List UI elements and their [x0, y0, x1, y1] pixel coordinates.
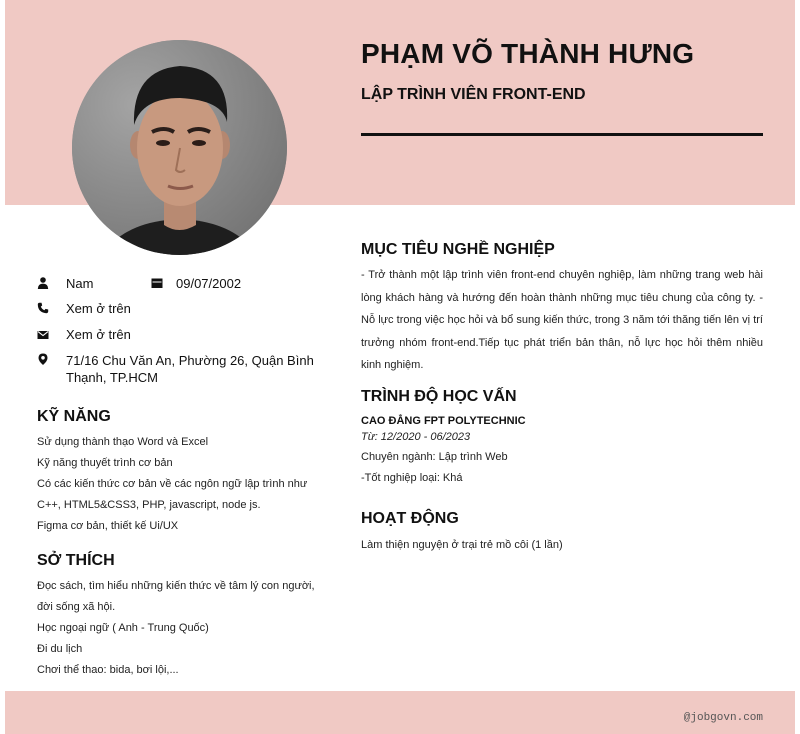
education-major: Chuyên ngành: Lập trình Web	[361, 451, 508, 463]
list-item: C++, HTML5&CSS3, PHP, javascript, node js.	[37, 499, 261, 511]
footer-band	[5, 691, 795, 734]
list-item: Kỹ năng thuyết trình cơ bản	[37, 457, 173, 469]
objective-text: - Trở thành một lập trình viên front-end chuyên nghiệp, làm những trang web hài lòng khách hàng và hướng đến hoàn thành những mục tiêu chung của công ty. - Nỗ lực trong việc học hỏi và bổ sung kiến thức, trong 3 năm tới thăng tiến lên vị trí trưởng nhóm front-end.Tiếp tục phát triển bản thân, nỗ lực học hỏi thêm nhiều kinh nghiệm.	[361, 269, 763, 371]
activities-title: HOẠT ĐỘNG	[361, 510, 459, 527]
gender-value: Nam	[66, 276, 94, 291]
list-item: Đi du lịch	[37, 643, 83, 655]
list-item: Figma cơ bản, thiết kế Ui/UX	[37, 520, 179, 532]
birthdate-value: 09/07/2002	[176, 276, 242, 291]
skills-title: KỸ NĂNG	[37, 408, 111, 425]
activities-section	[361, 538, 763, 552]
list-item: Đọc sách, tìm hiểu những kiến thức về tâm lý con người,	[37, 580, 315, 592]
envelope-icon	[37, 329, 49, 341]
address-line-2: Thạnh, TP.HCM	[66, 370, 159, 385]
objective-section	[361, 264, 763, 377]
phone-value: Xem ở trên	[66, 301, 131, 316]
profile-photo	[72, 40, 287, 255]
person-icon	[37, 277, 49, 289]
footer-credit: @jobgovn.com	[683, 712, 763, 724]
list-item: Học ngoại ngữ ( Anh - Trung Quốc)	[37, 622, 209, 634]
education-section	[361, 415, 763, 489]
map-pin-icon	[37, 353, 49, 365]
list-item: Sử dụng thành thạo Word và Excel	[37, 436, 209, 448]
header-divider	[361, 133, 763, 136]
education-title: TRÌNH ĐỘ HỌC VẤN	[361, 388, 517, 405]
education-school: CAO ĐẲNG FPT POLYTECHNIC	[361, 415, 526, 427]
education-grade: -Tốt nghiệp loại: Khá	[361, 472, 463, 484]
hobbies-list	[37, 576, 315, 681]
phone-icon	[37, 302, 49, 314]
calendar-icon	[151, 277, 163, 289]
email-value: Xem ở trên	[66, 327, 131, 342]
list-item: Chơi thể thao: bida, bơi lội,...	[37, 664, 179, 676]
list-item: đời sống xã hội.	[37, 601, 116, 613]
job-title: LẬP TRÌNH VIÊN FRONT-END	[361, 86, 586, 103]
address-line-1: 71/16 Chu Văn An, Phường 26, Quận Bình	[66, 353, 314, 368]
objective-title: MỤC TIÊU NGHỀ NGHIỆP	[361, 241, 555, 258]
activities-text: Làm thiện nguyện ở trại trẻ mồ côi (1 lần)	[361, 539, 563, 551]
list-item: Có các kiến thức cơ bản về các ngôn ngữ lập trình như	[37, 478, 308, 490]
hobbies-title: SỞ THÍCH	[37, 552, 115, 569]
candidate-name: PHẠM VÕ THÀNH HƯNG	[361, 38, 695, 69]
skills-list	[37, 432, 307, 537]
education-period: Từ: 12/2020 - 06/2023	[361, 431, 471, 443]
